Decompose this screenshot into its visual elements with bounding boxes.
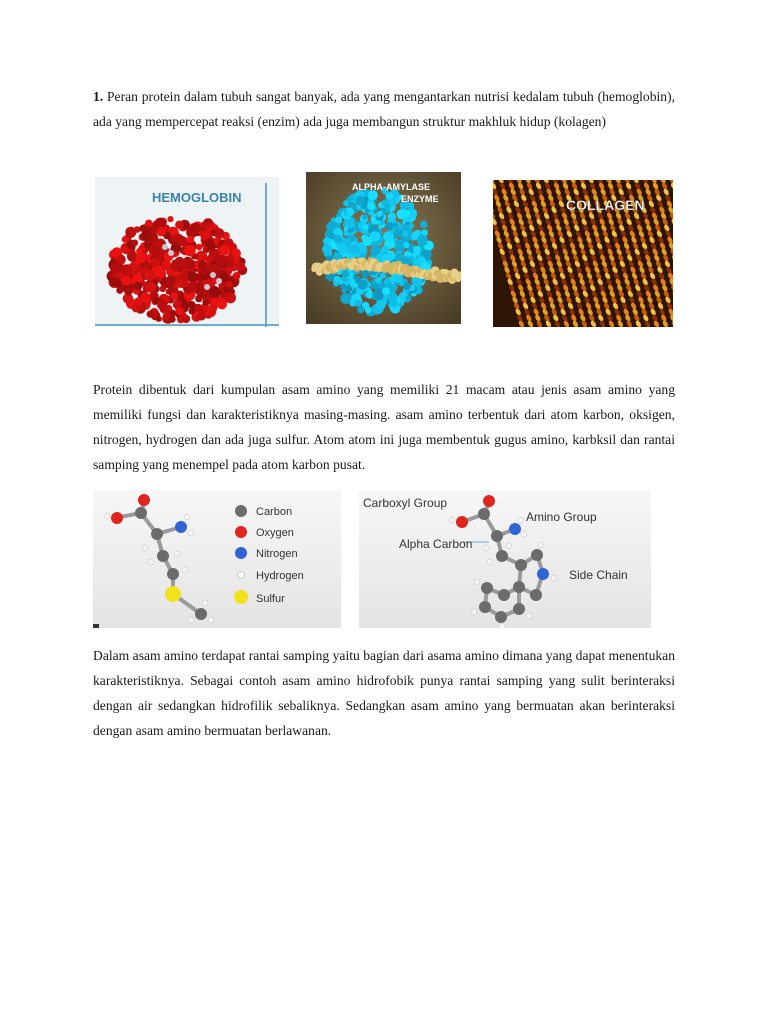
hydrogen-atom: [208, 617, 214, 623]
enzyme-label-line1: ALPHA-AMYLASE: [352, 182, 430, 192]
hydrogen-atom: [538, 542, 544, 548]
collagen-image: [493, 180, 673, 327]
legend-sulfur-swatch: [234, 590, 248, 604]
hydrogen-atom: [474, 579, 480, 585]
hydrogen-atom: [551, 575, 557, 581]
legend-carbon-swatch: [235, 505, 247, 517]
oxygen-atom: [456, 516, 468, 528]
oxygen-atom: [138, 494, 150, 506]
nitrogen-atom: [537, 568, 549, 580]
carbon-atom: [495, 611, 507, 623]
carboxyl-group-label: Carboxyl Group: [363, 496, 448, 510]
hydrogen-atom: [184, 514, 190, 520]
enzyme-label-line2: ENZYME: [401, 194, 439, 204]
hydrogen-atom: [506, 543, 512, 549]
carbon-atom: [513, 581, 525, 593]
legend-nitrogen-swatch: [235, 547, 247, 559]
intro-paragraph: [93, 84, 675, 134]
collagen-label: COLLAGEN: [566, 197, 645, 213]
legend-oxygen-label: Oxygen: [256, 527, 294, 539]
hydrogen-atom: [188, 617, 194, 623]
oxygen-atom: [483, 495, 495, 507]
hydrogen-atom: [182, 567, 188, 573]
nitrogen-atom: [509, 523, 521, 535]
hydrogen-atom: [202, 600, 208, 606]
side-chain-label: Side Chain: [569, 568, 628, 582]
carbon-atom: [478, 508, 490, 520]
hydrogen-atom: [518, 517, 524, 523]
oxygen-atom: [111, 512, 123, 524]
atom-legend-figure: [93, 490, 341, 628]
amino-acid-structure-figure: [359, 490, 651, 628]
hydrogen-atom: [471, 609, 477, 615]
carbon-atom: [491, 530, 503, 542]
hydrogen-atom: [188, 530, 194, 536]
hydrogen-atom: [483, 545, 489, 551]
hydrogen-atom: [521, 531, 527, 537]
legend-carbon-label: Carbon: [256, 506, 293, 518]
alpha-amylase-image: [306, 172, 461, 324]
hydrogen-atom: [174, 551, 180, 557]
carbon-atom: [151, 528, 163, 540]
hydrogen-atom: [148, 559, 154, 565]
carbon-atom: [513, 603, 525, 615]
carbon-atom: [157, 550, 169, 562]
side-chain-paragraph: Dalam asam amino terdapat rantai samping yaitu bagian dari asama amino dimana yang dapat menentukan karakteristiknya. Sebagai contoh asam amino hidrofobik punya rantai samping yang sulit berinteraksi dengan air sedangkan hidrofilik sebaliknya. Sedangkan asam amino yang bermuatan akan berinteraksi dengan asam amino bermuatan berlawanan.: [93, 648, 675, 738]
intro-text: Peran protein dalam tubuh sangat banyak, ada yang mengantarkan nutrisi kedalam tubuh (hemoglobin), ada yang mempercepat reaksi (enzim) ada juga membangun struktur makhluk hidup (kolagen): [93, 89, 675, 129]
hemoglobin-label: HEMOGLOBIN: [152, 190, 242, 205]
item-number: 1.: [93, 89, 104, 104]
legend-oxygen-swatch: [235, 526, 247, 538]
carbon-atom: [496, 550, 508, 562]
carbon-atom: [498, 589, 510, 601]
carbon-atom: [481, 582, 493, 594]
hydrogen-atom: [104, 513, 110, 519]
carbon-atom: [515, 559, 527, 571]
hemoglobin-image: [95, 177, 279, 327]
legend-nitrogen-label: Nitrogen: [256, 548, 298, 560]
carbon-atom: [530, 589, 542, 601]
alpha-carbon-label: Alpha Carbon: [399, 537, 473, 551]
legend-hydrogen-label: Hydrogen: [256, 570, 304, 582]
hydrogen-atom: [499, 623, 505, 628]
carbon-atom: [531, 549, 543, 561]
carbon-atom: [479, 601, 491, 613]
hydrogen-atom: [142, 545, 148, 551]
carbon-atom: [195, 608, 207, 620]
carbon-atom: [167, 568, 179, 580]
hydrogen-atom: [487, 559, 493, 565]
sulfur-atom: [165, 586, 181, 602]
legend-hydrogen-swatch: [238, 572, 245, 579]
amino-group-label: Amino Group: [526, 510, 597, 524]
carbon-atom: [135, 507, 147, 519]
hydrogen-atom: [526, 613, 532, 619]
hydrogen-atom: [449, 517, 455, 523]
amino-acid-paragraph: Protein dibentuk dari kumpulan asam amino yang memiliki 21 macam atau jenis asam amino yang memiliki fungsi dan karakteristiknya masing-masing. asam amino terbentuk dari atom karbon, oksigen, nitrogen, hydrogen dan ada juga sulfur. Atom atom ini juga membentuk gugus amino, karbksil dan rantai samping yang menempel pada atom karbon pusat.: [93, 382, 675, 472]
nitrogen-atom: [175, 521, 187, 533]
legend-sulfur-label: Sulfur: [256, 593, 285, 605]
